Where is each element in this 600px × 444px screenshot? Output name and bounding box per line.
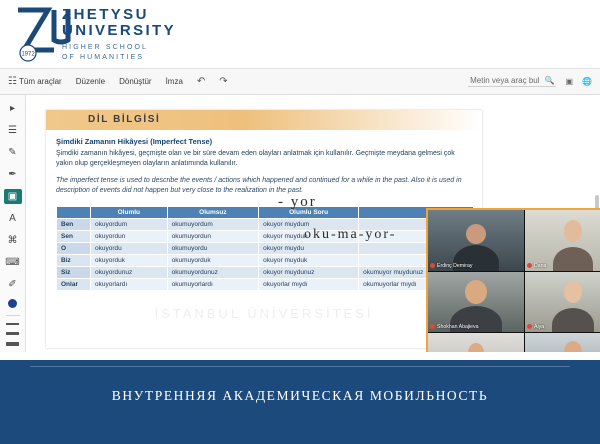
participant-name: Dana	[527, 263, 600, 269]
mic-muted-icon	[430, 324, 435, 329]
participant-head	[564, 281, 582, 303]
undo-arrow-icon[interactable]: ↶	[196, 76, 206, 87]
participant-name: Shokhan Abajieva	[430, 324, 522, 330]
grid-icon: ☷	[8, 76, 17, 87]
slide-heading: Şimdiki Zamanın Hikâyesi (Imperfect Tense)	[56, 137, 213, 146]
toolbar-all-tools[interactable]	[8, 76, 62, 87]
university-header	[0, 0, 600, 68]
toolbar-convert[interactable]: Dönüştür	[119, 77, 152, 86]
video-grid[interactable]	[426, 208, 600, 360]
bottom-banner	[0, 360, 600, 444]
cell-positive: okuyordum	[91, 219, 168, 231]
thickness-option-medium[interactable]	[6, 332, 19, 335]
rail-divider	[6, 315, 20, 316]
cell-extra: okumuyorlar mıydı	[359, 279, 474, 291]
color-swatch-icon[interactable]	[8, 299, 17, 308]
university-name-line1: ZHETYSU	[62, 6, 149, 23]
ink-annotation-okumayor: oku-ma-yor-	[304, 227, 397, 242]
table-header-row	[57, 207, 474, 219]
th-negative: Olumsuz	[167, 207, 259, 219]
th-question: Olumlu Soru	[259, 207, 359, 219]
mic-muted-icon	[527, 324, 532, 329]
cell-positive: okuyordu	[91, 243, 168, 255]
cell-question: okuyorlar mıydı	[259, 279, 359, 291]
table-row	[57, 243, 474, 255]
cell-pronoun: Sen	[57, 231, 91, 243]
search-input[interactable]	[468, 76, 556, 87]
cell-positive: okuyorlardı	[91, 279, 168, 291]
cell-pronoun: Siz	[57, 267, 91, 279]
toolbar-edit[interactable]: Düzenle	[75, 77, 106, 86]
cell-positive: okuyordun	[91, 231, 168, 243]
slide-watermark: İSTANBUL ÜNİVERSİTESİ	[154, 306, 374, 321]
cell-question: okuyor muydu	[259, 243, 359, 255]
participant-name: Erdinç Demiray	[430, 263, 522, 269]
canvas-bottom-edge	[0, 352, 600, 360]
cell-positive: okuyorduk	[91, 255, 168, 267]
pen-tool-icon[interactable]: ✒	[8, 169, 17, 180]
video-tile[interactable]	[525, 272, 600, 333]
university-sub-line2: OF HUMANITIES	[62, 54, 145, 61]
tool-rail	[0, 95, 26, 360]
toolbar-right-group	[468, 68, 592, 95]
slide-paragraph-tr: Şimdiki zamanın hikâyesi, geçmişte olan ve bir süre devam eden olayları anlatmak için kullanılır. Geçmişte meydana gelmesi çok yakın olup gerçekleşmeyen olayların anlatımında kullanılır.	[56, 150, 455, 167]
participant-head	[466, 224, 486, 244]
table-row	[57, 279, 474, 291]
mic-muted-icon	[430, 263, 435, 268]
cell-pronoun: O	[57, 243, 91, 255]
ink-annotation-yor: - yor	[278, 194, 317, 210]
table-row	[57, 267, 474, 279]
search-icon[interactable]: 🔍	[544, 76, 555, 85]
mic-muted-icon	[527, 263, 532, 268]
table-row	[57, 219, 474, 231]
globe-icon[interactable]: 🌐	[582, 77, 592, 86]
cell-pronoun: Biz	[57, 255, 91, 267]
table-row	[57, 231, 474, 243]
cell-positive: okuyordunuz	[91, 267, 168, 279]
cell-negative: okumuyordun	[167, 231, 259, 243]
slide-title: DİL BİLGİSİ	[88, 114, 161, 125]
highlight-tool-icon[interactable]: ✎	[8, 147, 17, 158]
text-tool-icon[interactable]: A	[9, 213, 16, 224]
th-positive: Olumlu	[91, 207, 168, 219]
cell-negative: okumuyorlardı	[167, 279, 259, 291]
signature-tool-icon[interactable]: ✐	[8, 279, 17, 290]
document-canvas[interactable]	[26, 95, 600, 360]
search-placeholder: Metin veya araç bul	[470, 76, 540, 85]
toolbar-sign[interactable]: İmza	[165, 77, 183, 86]
video-tile[interactable]	[525, 210, 600, 271]
university-name-line2: UNIVERSITY	[62, 22, 177, 39]
toolbar-all-tools-label: Tüm araçlar	[19, 77, 62, 86]
thickness-option-thick[interactable]	[6, 342, 19, 346]
stamp-tool-icon[interactable]: ⌘	[7, 235, 18, 246]
cell-pronoun: Ben	[57, 219, 91, 231]
redo-arrow-icon[interactable]: ↷	[219, 76, 228, 87]
draw-tool-icon[interactable]: ▣	[4, 189, 22, 204]
cell-negative: okumuyordum	[167, 219, 259, 231]
page-view-icon[interactable]: ▣	[565, 77, 574, 86]
conjugation-table	[56, 206, 474, 291]
video-tile[interactable]	[428, 210, 524, 271]
cursor-tool-icon[interactable]: ▸	[9, 103, 16, 114]
university-sub-line1: HIGHER SCHOOL	[62, 44, 149, 51]
svg-text:1972: 1972	[21, 51, 35, 58]
participant-name: Aiya	[527, 324, 600, 330]
table-row	[57, 255, 474, 267]
cell-question: okuyor muydun	[259, 231, 359, 243]
slide-paragraph-en: The imperfect tense is used to describe the events / actions which happened and continued for a while in the past. Also it is used in description of events did not happen but very close to the realization in the past.	[56, 177, 462, 194]
participant-head	[564, 220, 582, 242]
cell-pronoun: Onlar	[57, 279, 91, 291]
attach-tool-icon[interactable]: ⌨	[5, 257, 20, 268]
cell-question: okuyor muyduk	[259, 255, 359, 267]
cell-question: okuyor muydum	[259, 219, 359, 231]
participant-head	[465, 280, 487, 304]
comment-tool-icon[interactable]: ☰	[8, 125, 17, 136]
video-tile[interactable]	[428, 272, 524, 333]
banner-divider	[30, 366, 570, 367]
cell-negative: okumuyorduk	[167, 255, 259, 267]
cell-question: okuyor muydunuz	[259, 267, 359, 279]
thickness-option-thin[interactable]	[6, 323, 19, 325]
cell-negative: okumuyordu	[167, 243, 259, 255]
banner-title: ВНУТРЕННЯЯ АКАДЕМИЧЕСКАЯ МОБИЛЬНОСТЬ	[111, 388, 489, 403]
cell-negative: okumuyordunuz	[167, 267, 259, 279]
cell-extra: okumuyor muydunuz	[359, 267, 474, 279]
th-pronoun	[57, 207, 91, 219]
presentation-slide	[46, 110, 482, 348]
